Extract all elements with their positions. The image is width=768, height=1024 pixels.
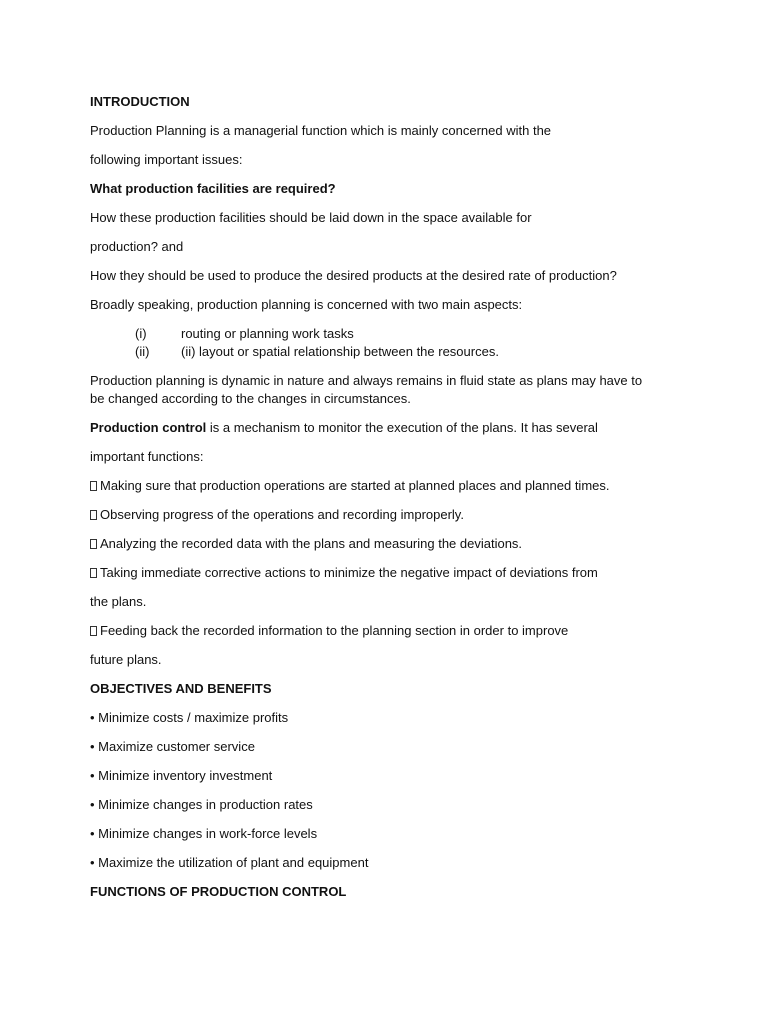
missing-glyph-icon [90,510,97,520]
dynamic-paragraph: Production planning is dynamic in nature and always remains in fluid state as plans may have to be changed according to the changes in circumstances. [90,373,643,406]
list-item-text: (ii) layout or spatial relationship between the resources. [181,344,499,359]
list-item [90,325,660,343]
missing-glyph-icon [90,626,97,636]
control-line-1 [90,419,660,437]
intro-line-5: How they should be used to produce the desired products at the desired rate of production? [90,268,617,283]
function-item [90,564,660,582]
list-marker: (ii) [135,344,150,359]
function-text: Feeding back the recorded information to the planning section in order to improve [100,623,569,638]
function-continuation: the plans. [90,594,147,609]
intro-line-3: How these production facilities should be laid down in the space available for [90,210,532,225]
intro-line-6: Broadly speaking, production planning is concerned with two main aspects: [90,297,523,312]
list-item [90,343,660,361]
control-line-2: important functions: [90,449,204,464]
heading-objectives: OBJECTIVES AND BENEFITS [90,681,272,696]
intro-line-4: production? and [90,239,184,254]
function-item [90,477,660,495]
objective-item: • Maximize customer service [90,739,255,754]
heading-functions: FUNCTIONS OF PRODUCTION CONTROL [90,884,347,899]
objective-item: • Maximize the utilization of plant and equipment [90,855,369,870]
function-text: Analyzing the recorded data with the plans and measuring the deviations. [100,536,523,551]
document-page [90,93,660,912]
objective-item: • Minimize costs / maximize profits [90,710,289,725]
list-marker: (i) [135,326,147,341]
missing-glyph-icon [90,481,97,491]
control-description: is a mechanism to monitor the execution of the plans. It has several [206,420,598,435]
aspects-list [90,325,660,361]
objective-item: • Minimize changes in production rates [90,797,313,812]
missing-glyph-icon [90,568,97,578]
function-text: Making sure that production operations are started at planned places and planned times. [100,478,610,493]
function-item [90,535,660,553]
function-text: Taking immediate corrective actions to minimize the negative impact of deviations from [100,565,598,580]
missing-glyph-icon [90,539,97,549]
function-item [90,506,660,524]
control-term: Production control [90,420,207,435]
heading-introduction: INTRODUCTION [90,94,190,109]
function-item [90,622,660,640]
question-facilities: What production facilities are required? [90,181,336,196]
objective-item: • Minimize inventory investment [90,768,273,783]
intro-line-1: Production Planning is a managerial function which is mainly concerned with the [90,123,552,138]
intro-line-2: following important issues: [90,152,243,167]
objective-item: • Minimize changes in work-force levels [90,826,318,841]
function-continuation: future plans. [90,652,162,667]
function-text: Observing progress of the operations and recording improperly. [100,507,464,522]
list-item-text: routing or planning work tasks [181,326,354,341]
